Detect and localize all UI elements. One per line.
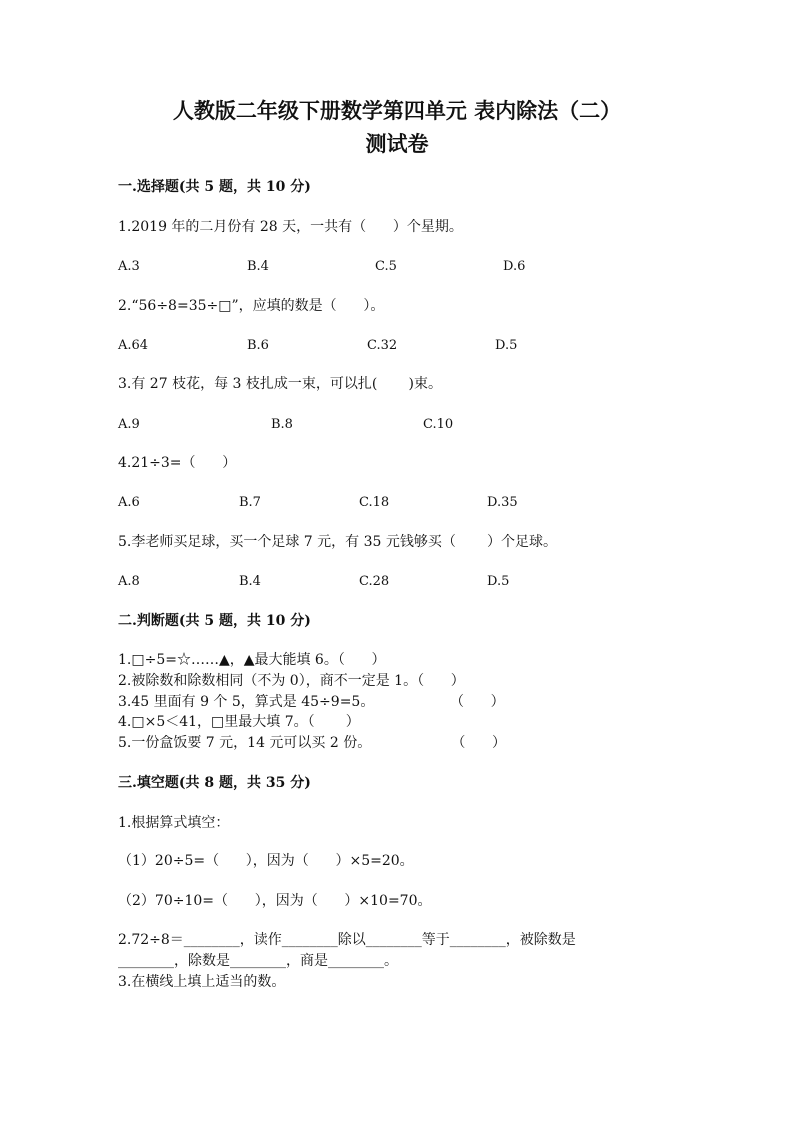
question-text: 1.2019 年的二月份有 28 天，一共有（ ）个星期。 xyxy=(118,219,463,235)
judge-item: 4.□×5＜41，□里最大填 7。（ ） xyxy=(118,714,360,730)
option: A.6 xyxy=(118,495,140,510)
question-text: 4.21÷3=（ ） xyxy=(118,455,237,471)
question-text: 3.有 27 枝花，每 3 枝扎成一束，可以扎( )束。 xyxy=(118,376,442,392)
option: C.28 xyxy=(359,574,390,589)
option: D.35 xyxy=(487,495,518,510)
question-text: 1.根据算式填空： xyxy=(118,815,230,831)
section-heading-fill: 三.填空题(共 8 题，共 35 分) xyxy=(118,775,311,791)
option: B.7 xyxy=(239,495,261,510)
option: D.5 xyxy=(495,338,518,353)
option: B.4 xyxy=(247,259,269,274)
question-text: 5.李老师买足球，买一个足球 7 元，有 35 元钱够买（ ）个足球。 xyxy=(118,534,558,550)
option: A.9 xyxy=(118,417,140,432)
option: A.3 xyxy=(118,259,140,274)
option: B.6 xyxy=(247,338,269,353)
option: C.18 xyxy=(359,495,390,510)
judge-item: 3.45 里面有 9 个 5，算式是 45÷9=5。 （ ） xyxy=(118,694,505,710)
sub-question: （2）70÷10=（ ），因为（ ）×10=70。 xyxy=(118,893,432,909)
section-heading-judge: 二.判断题(共 5 题，共 10 分) xyxy=(118,613,311,629)
option: C.32 xyxy=(367,338,398,353)
page-subtitle: 测试卷 xyxy=(365,131,429,156)
option: D.6 xyxy=(503,259,526,274)
question-text: 3.在横线上填上适当的数。 xyxy=(118,974,286,990)
option: D.5 xyxy=(487,574,510,589)
question-text-continued: ________，除数是________，商是________。 xyxy=(118,953,398,969)
option: A.64 xyxy=(118,338,149,353)
judge-item: 5.一份盒饭要 7 元，14 元可以买 2 份。 （ ） xyxy=(118,735,507,751)
section-heading-choice: 一.选择题(共 5 题，共 10 分) xyxy=(118,179,311,195)
question-text: 2.72÷8＝________，读作________除以________等于________，被除数是 xyxy=(118,932,576,948)
judge-item: 2.被除数和除数相同（不为 0），商不一定是 1。（ ） xyxy=(118,673,465,689)
option: C.10 xyxy=(423,417,454,432)
option: A.8 xyxy=(118,574,140,589)
sub-question: （1）20÷5=（ ），因为（ ）×5=20。 xyxy=(118,853,414,869)
option: B.8 xyxy=(271,417,293,432)
option: B.4 xyxy=(239,574,261,589)
question-text: 2.“56÷8=35÷□”，应填的数是（ ）。 xyxy=(118,298,385,314)
page-title: 人教版二年级下册数学第四单元 表内除法（二） xyxy=(172,98,622,123)
judge-item: 1.□÷5=☆……▲，▲最大能填 6。（ ） xyxy=(118,652,386,668)
option: C.5 xyxy=(375,259,397,274)
